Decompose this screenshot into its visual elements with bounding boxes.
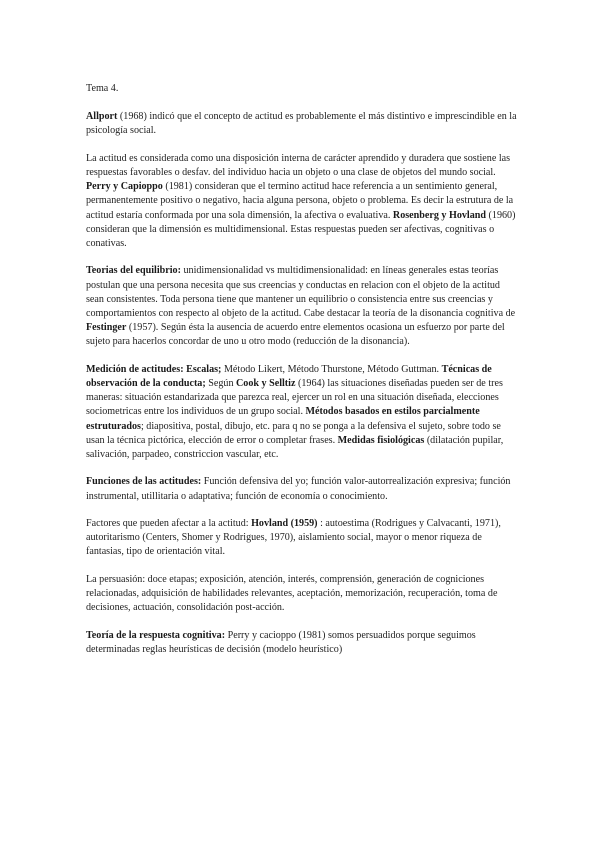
body-text: Según — [205, 378, 237, 390]
body-text: Función defensiva del yo; función valor-autorrealización expresiva; función instrumental, utillitaria o adaptativa; función de economía o conocimiento. — [86, 476, 511, 502]
body-text: (1981) consideran que el termino actitud hace referencia a un sentimiento general, permanentemente positivo o negativo, hacia alguna persona, objeto o problema. Es decir la estrutura de la actitud estaría conformada por una sola dimensión, la afectiva o evaluativa. — [86, 181, 514, 221]
paragraph — [86, 573, 518, 616]
body-text: La persuasión: doce etapas; exposición, atención, interés, comprensión, generación de cogniciones relacionadas, adquisición de habilidades relevantes, aceptación, memorización, recuperación, toma de decisiones, actuación, consolidación post-acción. — [86, 573, 498, 614]
bold-text: Festinger — [86, 322, 127, 334]
bold-text: Allport — [86, 111, 118, 123]
bold-text: Hovland (1959) — [251, 518, 318, 530]
paragraph — [86, 517, 518, 560]
bold-text: Rosenberg y Hovland — [392, 209, 487, 221]
document-body — [86, 110, 518, 657]
paragraph — [86, 629, 518, 657]
body-text: Perry y cacioppo (1981) somos persuadidos porque seguimos determinadas reglas heurísticas de decisión (modelo heurístico) — [86, 629, 476, 655]
body-text: (1960) consideran que la dimensión es multidimensional. Estas respuestas pueden ser afectivas, cognitivas o conativas. — [86, 209, 516, 250]
bold-text: Medidas fisiológicas — [337, 434, 425, 446]
body-text: ; diapositiva, postal, dibujo, etc. para q no se ponga a la defensiva el sujeto, sobre todo se usan la técnica pictórica, elección de error o completar frases. — [86, 420, 501, 446]
body-text: (1968) indicó que el concepto de actitud es probablemente el más distintivo e imprescindible en la psicología social. — [86, 111, 517, 137]
body-text: : autoestima (Rodrigues y Calvacanti, 1971), autoritarismo (Centers, Shomer y Rodrigues, 1970), aislamiento social, mayor o menor riqueza de fantasias, tipo de orientación vital. — [86, 518, 501, 558]
body-text: (1957). Según ésta la ausencia de acuerdo entre elementos ocasiona un esfuerzo por parte del sujeto para hacerlos concordar de uno u otro modo (reducción de la disonancia). — [86, 322, 505, 348]
body-text: unidimensionalidad vs multidimensionalidad: en líneas generales estas teorías postulan que una persona necesita que sus creencias y conductas en relacion con el objeto de la actitud sean consistentes. Toda persona tiene que mantener un equilibrio o consistencia entre sus creencias y comportamientos con respecto al objeto de la actitud. Cabe destacar la teoría de la disonancia cognitiva de — [86, 265, 516, 320]
bold-text: Teorias del equilibrio: — [86, 265, 181, 277]
bold-text: Técnicas de observación de la conducta; — [86, 363, 492, 390]
document-page — [86, 82, 518, 670]
bold-text: Cook y Selltiz — [236, 378, 296, 390]
bold-text: Medición de actitudes: Escalas; — [86, 363, 222, 375]
paragraph — [86, 264, 518, 349]
bold-text: Funciones de las actitudes: — [86, 476, 202, 488]
bold-text: Métodos basados en estilos parcialmente estruturados — [86, 406, 480, 432]
document-title: Tema 4. — [86, 83, 119, 94]
bold-text: Teoría de la respuesta cognitiva: — [86, 629, 226, 641]
body-text: Método Likert, Método Thurstone, Método Guttman. — [221, 363, 442, 375]
body-text: La actitud es considerada como una disposición interna de carácter aprendido y duradera que sostiene las respuestas favorables o desfav. del individuo hacia un objeto o una clase de objetos del mundo social. — [86, 152, 511, 178]
paragraph — [86, 475, 518, 503]
body-text: (dilatación pupilar, salivación, parpadeo, constriccion vascular, etc. — [86, 434, 504, 461]
body-text: (1964) las situaciones diseñadas pueden ser de tres maneras: situación estandarizada que parezca real, ejercer un rol en una situación diseñada, elecciones sociometricas entre los individuos de un grupo social. — [86, 378, 503, 418]
body-text: Factores que pueden afectar a la actitud: — [86, 518, 252, 530]
bold-text: Perry y Capioppo — [86, 181, 163, 193]
paragraph — [86, 363, 518, 462]
paragraph — [86, 110, 518, 138]
paragraph — [86, 152, 518, 251]
